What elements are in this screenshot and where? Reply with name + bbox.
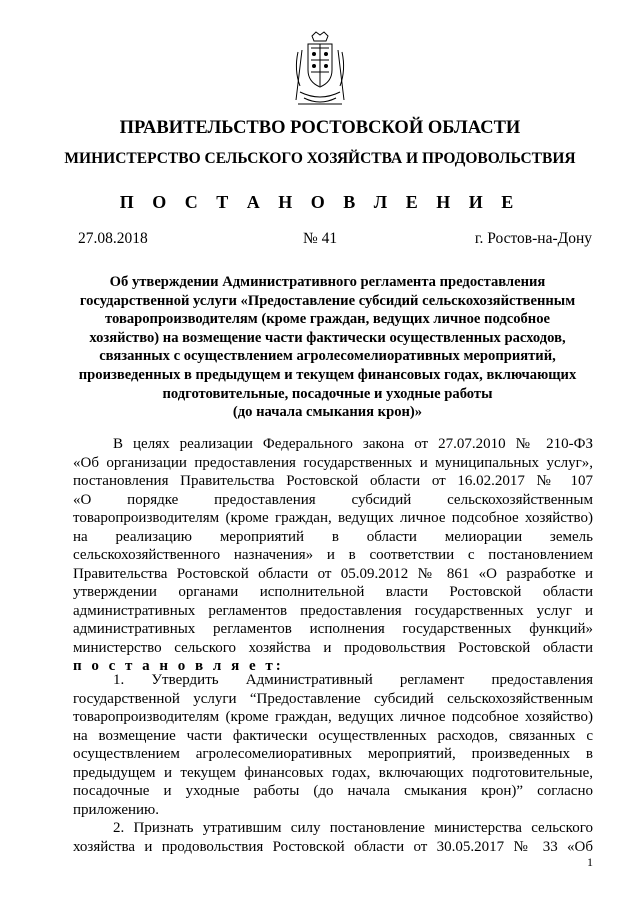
paragraph-line: «О порядке предоставления субсидий сельскохозяйственным: [73, 491, 593, 508]
item-1-paragraph: [73, 671, 593, 819]
paragraph-line: осуществлением агролесомелиоративных мероприятий, произведенных в: [73, 746, 593, 762]
paragraph-line: товаропроизводителям (кроме граждан, ведущих личное подсобное хозяйство): [73, 510, 593, 526]
title-line: (до начала смыкания крон)»: [232, 404, 423, 421]
title-line: связанных с осуществлением агролесомелиоративных мероприятий,: [99, 348, 556, 365]
ministry-heading: МИНИСТЕРСТВО СЕЛЬСКОГО ХОЗЯЙСТВА И ПРОДОВОЛЬСТВИЯ: [64, 150, 576, 167]
title-line: государственной услуги «Предоставление субсидий сельскохозяйственным: [79, 292, 576, 309]
paragraph-line: государственной услуги “Предоставление субсидий сельскохозяйственным: [73, 690, 593, 707]
preamble-paragraph: [73, 435, 593, 676]
title-line: подготовительные, посадочные и уходные работы: [162, 385, 493, 402]
paragraph-line: 1. Утвердить Административный регламент предоставления: [113, 672, 593, 688]
title-line: хозяйство) на возмещение части фактически осуществленных расходов,: [89, 329, 566, 346]
document-type-heading: П О С Т А Н О В Л Е Н И Е: [119, 192, 521, 212]
paragraph-line: предыдущем и текущем финансовых годах, включающих подготовительные,: [73, 764, 593, 781]
title-line: произведенных в предыдущем и текущем финансовых годах, включающих: [78, 366, 577, 383]
title-line: товаропроизводителям (кроме граждан, ведущих личное подсобное: [105, 311, 550, 328]
paragraph-line: приложению.: [73, 801, 160, 818]
title-line: Об утверждении Административного регламента предоставления: [109, 274, 546, 290]
paragraph-line: товаропроизводителям (кроме граждан, ведущих личное подсобное хозяйство): [73, 709, 593, 725]
paragraph-line: 2. Признать утратившим силу постановление министерства сельского: [113, 820, 593, 836]
paragraph-line: В целях реализации Федерального закона от 27.07.2010 № 210-ФЗ: [113, 436, 593, 452]
government-heading: ПРАВИТЕЛЬСТВО РОСТОВСКОЙ ОБЛАСТИ: [119, 118, 521, 138]
paragraph-line: постановления Правительства Ростовской области от 16.02.2017 № 107: [73, 473, 593, 489]
document-number: № 41: [303, 230, 338, 247]
paragraph-line: министерство сельского хозяйства и продовольствия Ростовской области: [73, 639, 593, 656]
item-2-paragraph: [73, 819, 593, 856]
paragraph-line: утверждении органами исполнительной власти Ростовской области: [73, 584, 593, 600]
page-number: 1: [587, 855, 593, 869]
paragraph-line: административных регламентов предоставления государственных услуг и: [73, 602, 593, 619]
paragraph-line: административных регламентов исполнения государственных функций»: [73, 621, 593, 637]
paragraph-line: посадочные и уходные работы (до начала смыкания крон)” согласно: [73, 783, 593, 799]
coat-of-arms-emblem: [290, 30, 350, 110]
paragraph-line: на возмещение части фактически осуществленных расходов, связанных с: [73, 727, 593, 744]
paragraph-line: хозяйства и продовольствия Ростовской области от 30.05.2017 № 33 «Об: [73, 838, 593, 855]
paragraph-line: на реализацию мероприятий в области мелиорации земель: [73, 528, 593, 545]
document-date: 27.08.2018: [78, 230, 148, 247]
paragraph-line: сельскохозяйственного назначения» и в соответствии с постановлением: [73, 547, 593, 563]
paragraph-line: Правительства Ростовской области от 05.09.2012 № 861 «О разработке и: [73, 565, 593, 582]
paragraph-line: «Об организации предоставления государственных и муниципальных услуг»,: [73, 454, 593, 471]
resolves-word: п о с т а н о в л я е т:: [73, 658, 284, 674]
document-title: [65, 273, 590, 422]
document-city: г. Ростов-на-Дону: [474, 230, 592, 247]
